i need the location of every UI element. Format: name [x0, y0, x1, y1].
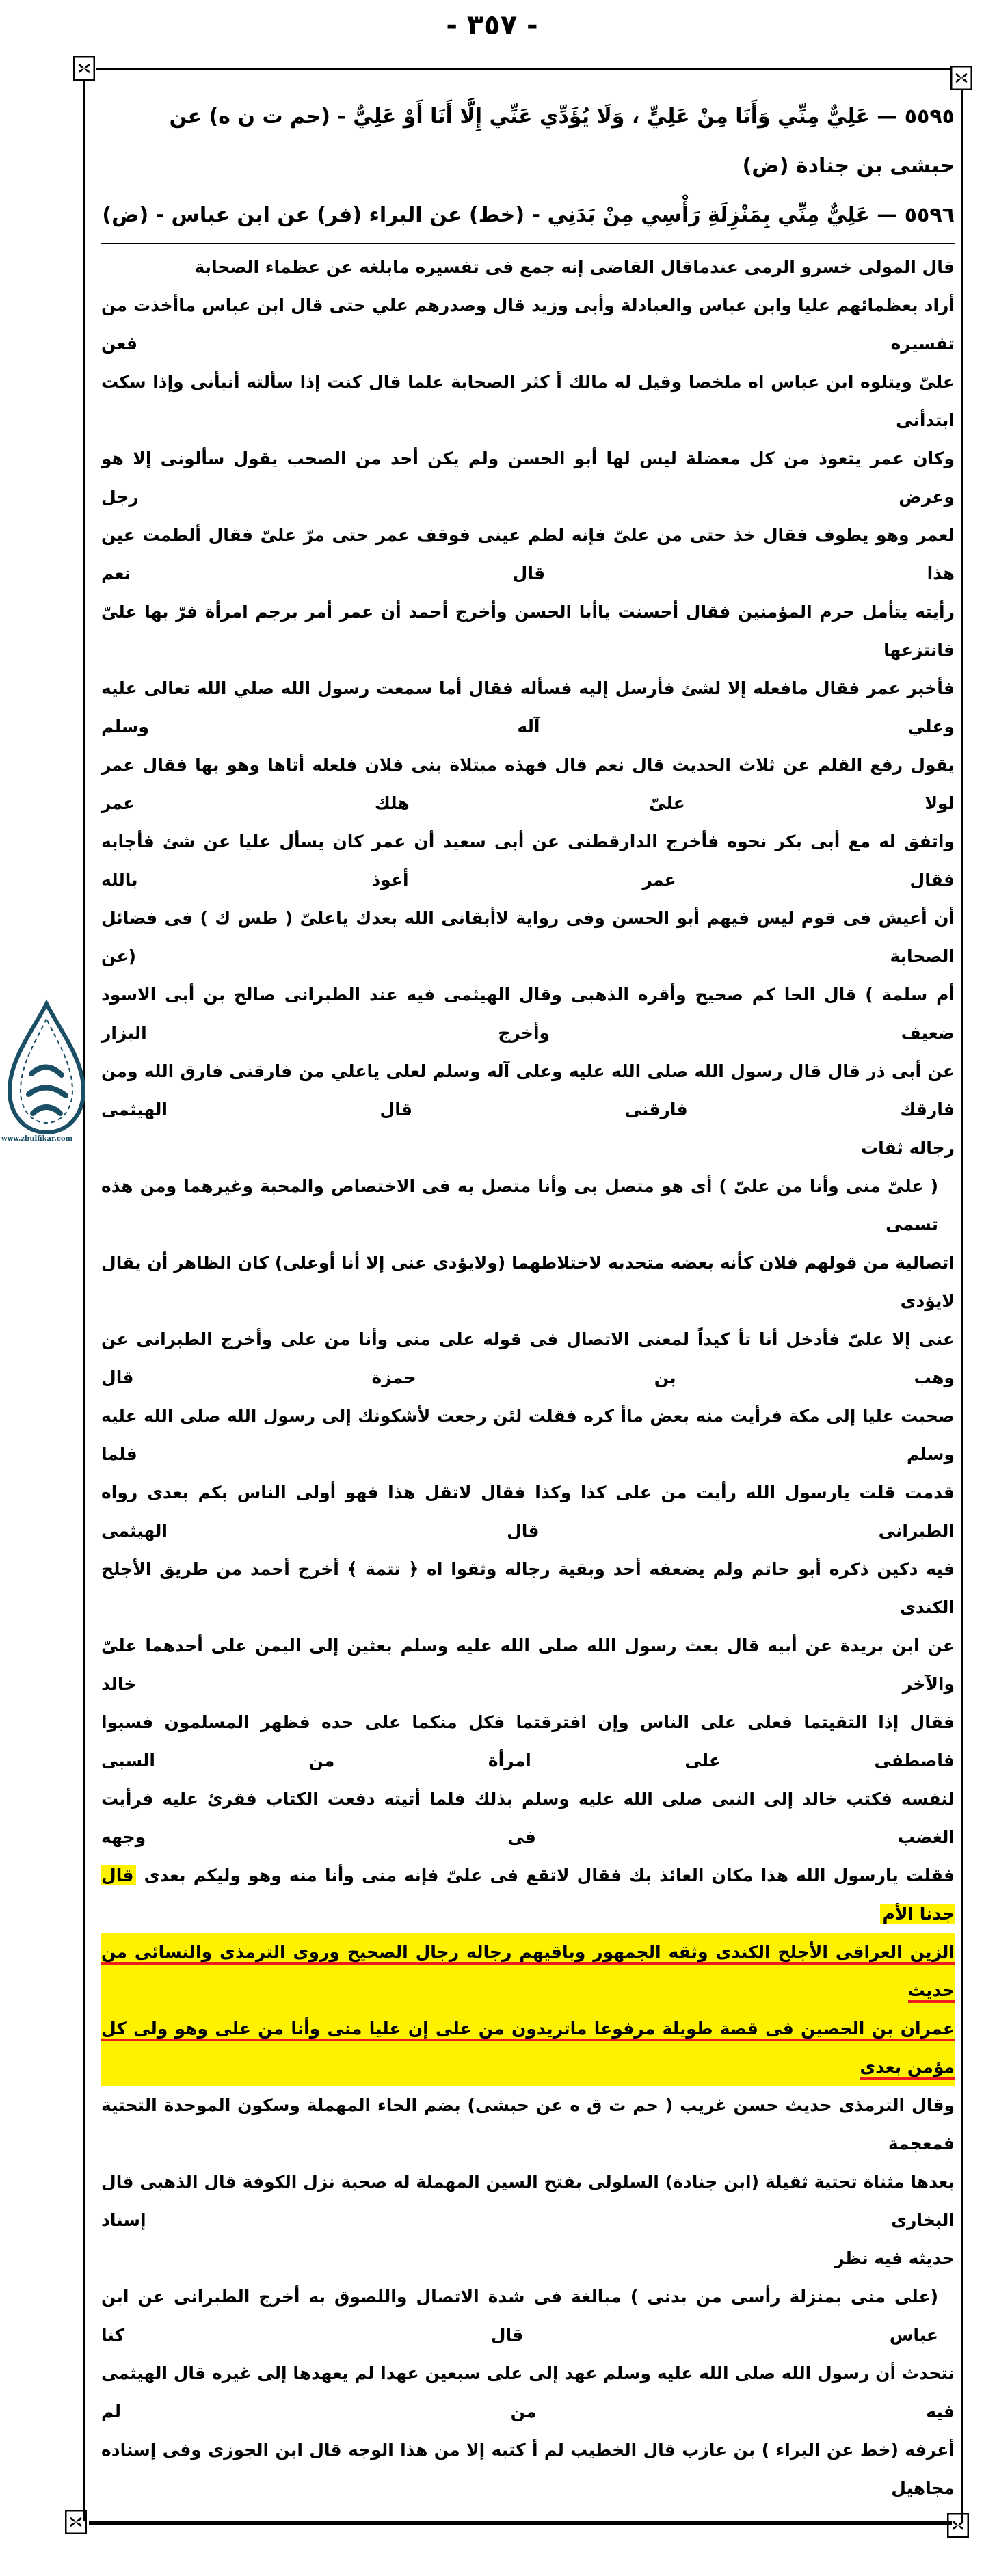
highlighted-passage [101, 1857, 955, 2086]
commentary-line: (على منى بمنزلة رأسى من بدنى ) مبالغة فى شدة الاتصال واللصوق به أخرج الطبرانى عن ابن عباس قال كنا [101, 2287, 938, 2345]
commentary-line: صحبت عليا إلى مكة فرأيت منه بعض ماأ كره فقلت لئن رجعت لأشكونك إلى رسول الله صلى الله عليه وسلم فلما [101, 1406, 955, 1464]
highlighted-line-1 [101, 1857, 955, 1933]
commentary-line: يقول رفع القلم عن ثلاث الحديث قال نعم قال فهذه مبتلاة بنى فلان فلعله أتاها وهو بها فقال عمر لولا علىّ هلك عمر [101, 755, 955, 813]
commentary-line: رأيته يتأمل حرم المؤمنين فقال أحسنت ياأبا الحسن وأخرج أحمد أن عمر أمر برجم امرأة فرّ بها علىّ فانتزعها [101, 602, 955, 660]
commentary-line: لنفسه فكتب خالد إلى النبى صلى الله عليه وسلم بذلك فلما أتيته دفعت الكتاب فقرئ عليه فرأيت الغضب فى وجهه [101, 1789, 955, 1847]
hadith-entry-5595: ٥٥٩٥ — عَلِيٌّ مِنِّي وَأَنَا مِنْ عَلِيٍّ ، وَلَا يُؤَدِّي عَنِّي إِلَّا أَنَا أَوْ عَلِيٌّ - (حم ت ن ه) عن حبشى بن جنادة (ض) [169, 105, 955, 178]
watermark-url: www.zhulfikar.com [1, 1135, 73, 1143]
highlighted-line-3 [101, 2010, 955, 2086]
commentary-line: علىّ ويتلوه ابن عباس اه ملخصا وقيل له مالك أ كثر الصحابة علما قال كنت إذا سألته أنبأنى وإذا سكت ابتدأنى [101, 372, 955, 430]
corner-ornament-icon [947, 2513, 969, 2538]
commentary-line: وقال الترمذى حديث حسن غريب ( حم ت ق ه عن حبشى) بضم الحاء المهملة وسكون الموحدة التحتية فمعجمة [101, 2095, 955, 2153]
highlighted-line-2 [101, 1933, 955, 2010]
commentary-line: رجاله ثقات [861, 1138, 955, 1158]
highlight-preceding-text: فقلت يارسول الله هذا مكان العائذ بك فقال لاتقع فى علىّ فإنه منى وأنا منه وهو وليكم بعدى [144, 1865, 955, 1885]
frame-right-rule [961, 90, 963, 2521]
commentary-line: أعرفه (خط عن البراء ) بن عازب قال الخطيب لم أ كتبه إلا من هذا الوجه قال ابن الجوزى وفى إسناده مجاهيل [101, 2440, 955, 2498]
commentary-line: ( علىّ منى وأنا من علىّ ) أى هو متصل بى وأنا متصل به فى الاختصاص والمحبة وغيرهما ومن هذه تسمى [101, 1176, 938, 1234]
commentary-line: عن أبى ذر قال قال رسول الله صلى الله عليه وعلى آله وسلم لعلى ياعلي من فارقنى فارق الله ومن فارقك فارقنى قال الهيثمى [101, 1061, 955, 1119]
corner-ornament-icon [73, 56, 95, 81]
page-number: - ٣٥٧ - [446, 10, 538, 41]
commentary-line: فأخبر عمر فقال مافعله إلا لشئ فأرسل إليه فسأله فقال أما سمعت رسول الله صلي الله تعالى عليه وعلي آله وسلم [101, 678, 955, 736]
commentary-line: أراد بعظمائهم عليا وابن عباس والعبادلة وأبى وزيد قال وصدرهم علي حتى قال ابن عباس ماأخذت من تفسيره فعن [101, 295, 955, 354]
commentary-line: عن ابن بريدة عن أبيه قال بعث رسول الله صلى الله عليه وسلم بعثين إلى اليمن على أحدهما علىّ والآخر خالد [101, 1636, 955, 1694]
highlighted-line-2-text: الزين العراقى الأجلح الكندى وثقه الجمهور وباقيهم رجاله رجال الصحيح وروى الترمذى والنسائى من حديث [101, 1942, 955, 2003]
commentary-line: حديثه فيه نظر [834, 2248, 955, 2268]
highlight-quote-start: قال جدنا الأم [101, 1865, 955, 1924]
commentary-line: لعمر وهو يطوف فقال خذ حتى من علىّ فإنه لطم عينى فوقف عمر حتى مرّ علىّ فقال ألطمت عين هذا قال نعم [101, 525, 955, 583]
commentary-line: عنى إلا علىّ فأدخل أنا تأ كيداً لمعنى الاتصال فى قوله على منى وأنا من على وأخرج الطبرانى عن وهب بن حمزة قال [101, 1329, 955, 1387]
commentary-line: قدمت قلت يارسول الله رأيت من على كذا وكذا فقال لاتقل هذا فهو أولى الناس بكم بعدى رواه الطبرانى قال الهيثمى [101, 1483, 955, 1541]
hadith-divider-rule [101, 243, 955, 244]
hadith-entry-5596: ٥٥٩٦ — عَلِيٌّ مِنِّي بِمَنْزِلَةِ رَأْسِي مِنْ بَدَنِي - (خط) عن البراء (فر) عن ابن عباس - (ض) [102, 203, 955, 227]
commentary-line: واتفق له مع أبى بكر نحوه فأخرج الدارقطنى عن أبى سعيد أن عمر كان يسأل عليا عن شئ فأجابه فقال عمر أعوذ بالله [101, 832, 955, 890]
commentary-line: أن أعيش فى قوم ليس فيهم أبو الحسن وفى رواية لاأبقانى الله بعدك ياعلىّ ( طس ك ) فى فضائل الصحابة (عن [101, 908, 955, 966]
page-text-column [101, 92, 955, 2508]
commentary-line: بعدها مثناة تحتية ثقيلة (ابن جنادة) السلولى بفتح السين المهملة له صحبة نزل الكوفة قال الذهبى قال البخارى إسناد [101, 2172, 955, 2230]
frame-left-rule [83, 81, 85, 2521]
commentary-line: أم سلمة ) قال الحا كم صحيح وأقره الذهبى وقال الهيثمى فيه عند الطبرانى صالح بن أبى الاسود ضعيف وأخرج البزار [101, 985, 955, 1043]
commentary-line: اتصالية من قولهم فلان كأنه بعضه متحدبه لاختلاطهما (ولايؤدى عنى إلا أنا أوعلى) كان الظاهر أن يقال لايؤدى [101, 1253, 955, 1311]
commentary-line: نتحدث أن رسول الله صلى الله عليه وسلم عهد إلى على سبعين عهدا لم يعهدها إلى غيره قال الهيثمى فيه من لم [101, 2363, 955, 2421]
commentary-line: فقال إذا التقيتما فعلى على الناس وإن افترقتما فكل منكما على حده فظهر المسلمون فسبوا فاصطفى على امرأة من السبى [101, 1712, 955, 1770]
frame-bottom-rule [89, 2521, 952, 2525]
frame-top-rule [96, 68, 952, 70]
corner-ornament-icon [65, 2510, 87, 2534]
zhulfikar-logo-icon [4, 998, 86, 1135]
commentary-line: فيه دكين ذكره أبو حاتم ولم يضعفه أحد وبقية رجاله وثقوا اه ﴿ تتمة ﴾ أخرج أحمد من طريق الأجلح الكندى [101, 1559, 955, 1617]
corner-ornament-icon [950, 66, 972, 90]
commentary-line: وكان عمر يتعوذ من كل معضلة ليس لها أبو الحسن ولم يكن أحد من الصحب يقول سألونى إلا هو وعرض رجل [101, 449, 955, 507]
commentary-continued [101, 2086, 955, 2508]
highlighted-line-3-text: عمران بن الحصين فى قصة طويلة مرفوعا ماتريدون من على إن عليا منى وأنا من على وهو ولى كل مؤمن بعدى [101, 2019, 955, 2080]
commentary-body [101, 248, 955, 1857]
commentary-line: قال المولى خسرو الرمى عندماقال القاضى إنه جمع فى تفسيره مابلغه عن عظماء الصحابة [194, 257, 955, 277]
